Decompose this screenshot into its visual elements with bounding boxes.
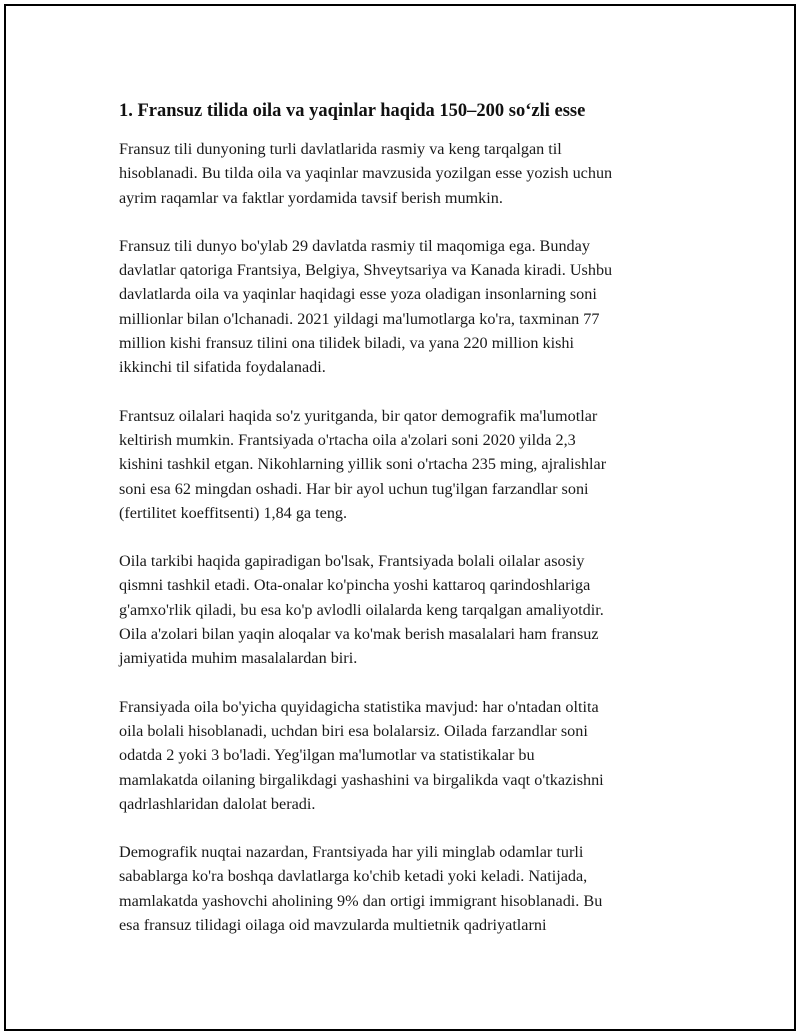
document-body (119, 98, 679, 961)
paragraph-line: hisoblanadi. Bu tilda oila va yaqinlar mavzusida yozilgan esse yozish uchun (119, 164, 613, 183)
paragraph-list (119, 137, 679, 937)
paragraph-line: Oila a'zolari bilan yaqin aloqalar va ko'mak berish masalalari ham fransuz (119, 625, 599, 644)
paragraph-line: ikkinchi til sifatida foydalanadi. (119, 358, 326, 377)
paragraph-line: davlatlarda oila va yaqinlar haqidagi esse yoza oladigan insonlarning soni (119, 285, 597, 304)
paragraph-line: ayrim raqamlar va faktlar yordamida tavsif berish mumkin. (119, 188, 503, 207)
paragraph (119, 695, 679, 816)
paragraph-line: keltirish mumkin. Frantsiyada o'rtacha oila a'zolari soni 2020 yilda 2,3 (119, 430, 576, 449)
paragraph-line: Frantsuz oilalari haqida so'z yuritganda, bir qator demografik ma'lumotlar (119, 406, 598, 425)
paragraph-line: Oila tarkibi haqida gapiradigan bo'lsak, Frantsiyada bolali oilalar asosiy (119, 552, 585, 571)
paragraph-line: millionlar bilan o'lchanadi. 2021 yildagi ma'lumotlarga ko'ra, taxminan 77 (119, 309, 600, 328)
paragraph-line: Fransuz tili dunyo bo'ylab 29 davlatda rasmiy til maqomiga ega. Bunday (119, 236, 590, 255)
page-frame (4, 4, 796, 1031)
paragraph-line: kishini tashkil etgan. Nikohlarning yillik soni o'rtacha 235 ming, ajralishlar (119, 455, 607, 474)
paragraph (119, 840, 679, 937)
paragraph-line: Fransiyada oila bo'yicha quyidagicha statistika mavjud: har o'ntadan oltita (119, 697, 599, 716)
paragraph-line: mamlakatda yashovchi aholining 9% dan ortigi immigrant hisoblanadi. Bu (119, 891, 603, 910)
paragraph-line: Fransuz tili dunyoning turli davlatlarida rasmiy va keng tarqalgan til (119, 140, 562, 158)
paragraph-line: oila bolali hisoblanadi, uchdan biri esa bolalarsiz. Oilada farzandlar soni (119, 721, 588, 740)
paragraph-line: soni esa 62 mingdan oshadi. Har bir ayol uchun tug'ilgan farzandlar soni (119, 479, 589, 498)
paragraph (119, 549, 679, 670)
paragraph-line: jamiyatida muhim masalalardan biri. (119, 649, 358, 668)
paragraph (119, 234, 679, 380)
paragraph-line: davlatlar qatoriga Frantsiya, Belgiya, Shveytsariya va Kanada kiradi. Ushbu (119, 261, 613, 280)
paragraph-line: g'amxo'rlik qiladi, bu esa ko'p avlodli oilalarda keng tarqalgan amaliyotdir. (119, 600, 604, 619)
paragraph-line: Demografik nuqtai nazardan, Frantsiyada har yili minglab odamlar turli (119, 843, 584, 862)
paragraph-line: sabablarga ko'ra boshqa davlatlarga ko'chib ketadi yoki keladi. Natijada, (119, 867, 588, 886)
paragraph-line: odatda 2 yoki 3 bo'ladi. Yeg'ilgan ma'lumotlar va statistikalar bu (119, 746, 535, 765)
paragraph-line: mamlakatda oilaning birgalikdagi yashashini va birgalikda vaqt o'tkazishni (119, 770, 604, 789)
document-title: 1. Fransuz tilida oila va yaqinlar haqida 150–200 so‘zli esse (119, 101, 586, 121)
paragraph-line: qadrlashlaridan dalolat beradi. (119, 794, 316, 813)
paragraph (119, 137, 679, 210)
paragraph-line: qismni tashkil etadi. Ota-onalar ko'pincha yoshi kattaroq qarindoshlariga (119, 576, 591, 595)
paragraph (119, 404, 679, 525)
paragraph-line: esa fransuz tilidagi oilaga oid mavzularda multietnik qadriyatlarni (119, 916, 547, 935)
paragraph-line: million kishi fransuz tilini ona tilidek biladi, va yana 220 million kishi (119, 334, 574, 353)
paragraph-line: (fertilitet koeffitsenti) 1,84 ga teng. (119, 503, 348, 522)
